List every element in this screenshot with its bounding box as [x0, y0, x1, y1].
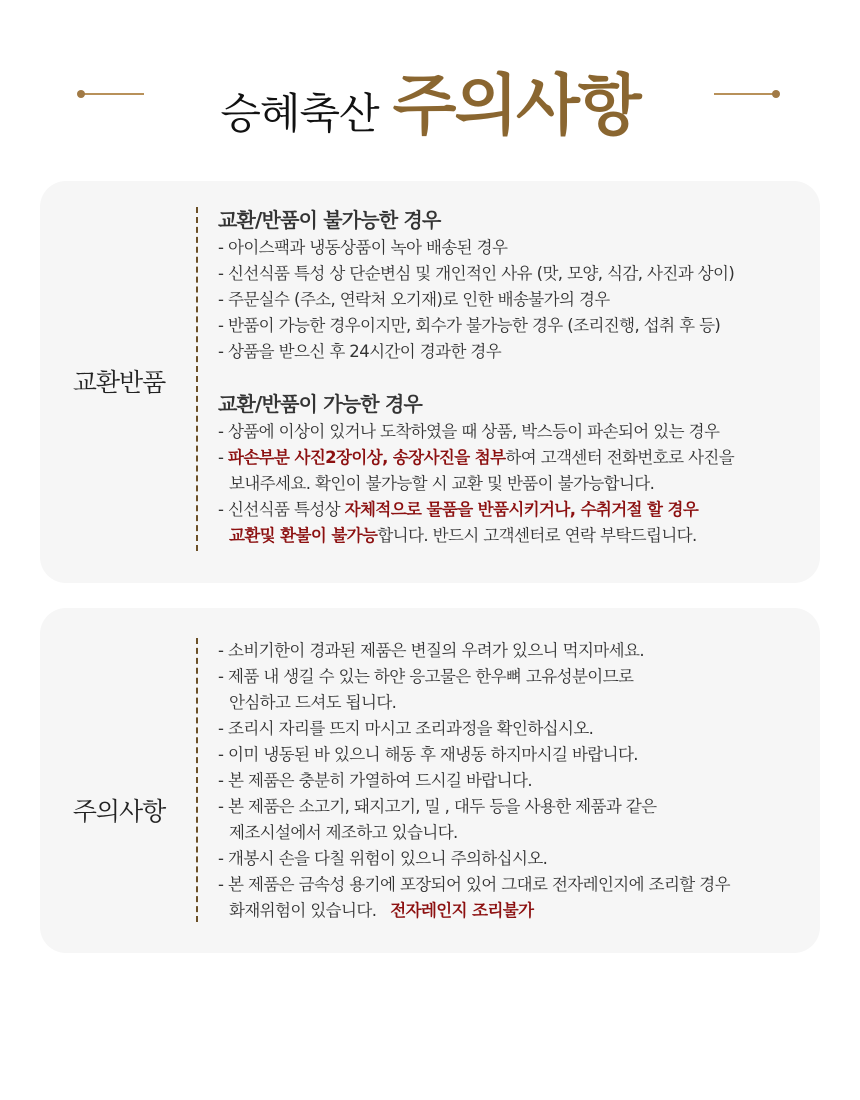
- list-item-continuation: 안심하고 드셔도 됩니다.: [229, 693, 397, 712]
- highlight-text: 교환및 환불이 불가능: [229, 526, 378, 545]
- list-item-continuation: 제조시설에서 제조하고 있습니다.: [229, 823, 458, 842]
- list-item: - 본 제품은 충분히 가열하여 드시길 바랍니다.: [218, 771, 532, 790]
- caution-content: [218, 638, 810, 924]
- list-item: - 본 제품은 금속성 용기에 포장되어 있어 그대로 전자레인지에 조리할 경우: [218, 875, 730, 894]
- list-item: - 신선식품 특성 상 단순변심 및 개인적인 사유 (맛, 모양, 식감, 사진과 상이): [218, 264, 735, 283]
- highlight-text: 자체적으로 물품을 반품시키거나, 수취거절 할 경우: [344, 500, 699, 519]
- list-item: - 이미 냉동된 바 있으니 해동 후 재냉동 하지마시길 바랍니다.: [218, 745, 638, 764]
- list-item-text: 합니다. 반드시 고객센터로 연락 부탁드립니다.: [377, 526, 697, 545]
- section-divider: [196, 207, 198, 551]
- list-item: [218, 497, 810, 523]
- brand-name: 승혜축산: [220, 89, 379, 138]
- possible-title: 교환/반품이 가능한 경우: [218, 392, 423, 416]
- list-item: - 반품이 가능한 경우이지만, 회수가 불가능한 경우 (조리진행, 섭취 후 등): [218, 316, 721, 335]
- list-item-continuation: [218, 523, 810, 549]
- title-main: 주의사항: [392, 67, 640, 144]
- list-item: - 아이스팩과 냉동상품이 녹아 배송된 경우: [218, 238, 508, 257]
- list-item: [218, 445, 810, 471]
- list-item: - 본 제품은 소고기, 돼지고기, 밀 , 대두 등을 사용한 제품과 같은: [218, 797, 657, 816]
- list-item-text: 하여 고객센터 전화번호로 사진을: [505, 448, 735, 467]
- list-item: - 소비기한이 경과된 제품은 변질의 우려가 있으니 먹지마세요.: [218, 641, 644, 660]
- list-item-prefix: -: [218, 448, 228, 467]
- list-item: - 개봉시 손을 다칠 위험이 있으니 주의하십시오.: [218, 849, 548, 868]
- caution-section-label: 주의사항: [72, 797, 166, 826]
- list-item-text: - 신선식품 특성상: [218, 500, 345, 519]
- caution-section: [40, 608, 820, 953]
- highlight-text: 전자레인지 조리불가: [390, 901, 534, 920]
- list-item: - 주문실수 (주소, 연락처 오기재)로 인한 배송불가의 경우: [218, 290, 610, 309]
- not-possible-title: 교환/반품이 불가능한 경우: [218, 208, 441, 232]
- list-item: - 상품을 받으신 후 24시간이 경과한 경우: [218, 342, 502, 361]
- list-item: - 조리시 자리를 뜨지 마시고 조리과정을 확인하십시오.: [218, 719, 594, 738]
- list-item-continuation: [218, 898, 810, 924]
- list-item: - 제품 내 생길 수 있는 하얀 응고물은 한우뼈 고유성분이므로: [218, 667, 634, 686]
- exchange-section-label: 교환반품: [72, 368, 166, 397]
- exchange-content: [218, 205, 810, 549]
- highlight-text: 파손부분 사진2장이상, 송장사진을 첨부: [228, 448, 506, 467]
- list-item-continuation: 보내주세요. 확인이 불가능할 시 교환 및 반품이 불가능합니다.: [229, 474, 655, 493]
- list-item-text: 화재위험이 있습니다.: [229, 901, 377, 920]
- exchange-section: [40, 181, 820, 583]
- section-divider: [196, 638, 198, 922]
- list-item: - 상품에 이상이 있거나 도착하였을 때 상품, 박스등이 파손되어 있는 경우: [218, 422, 720, 441]
- page-title: [0, 52, 860, 147]
